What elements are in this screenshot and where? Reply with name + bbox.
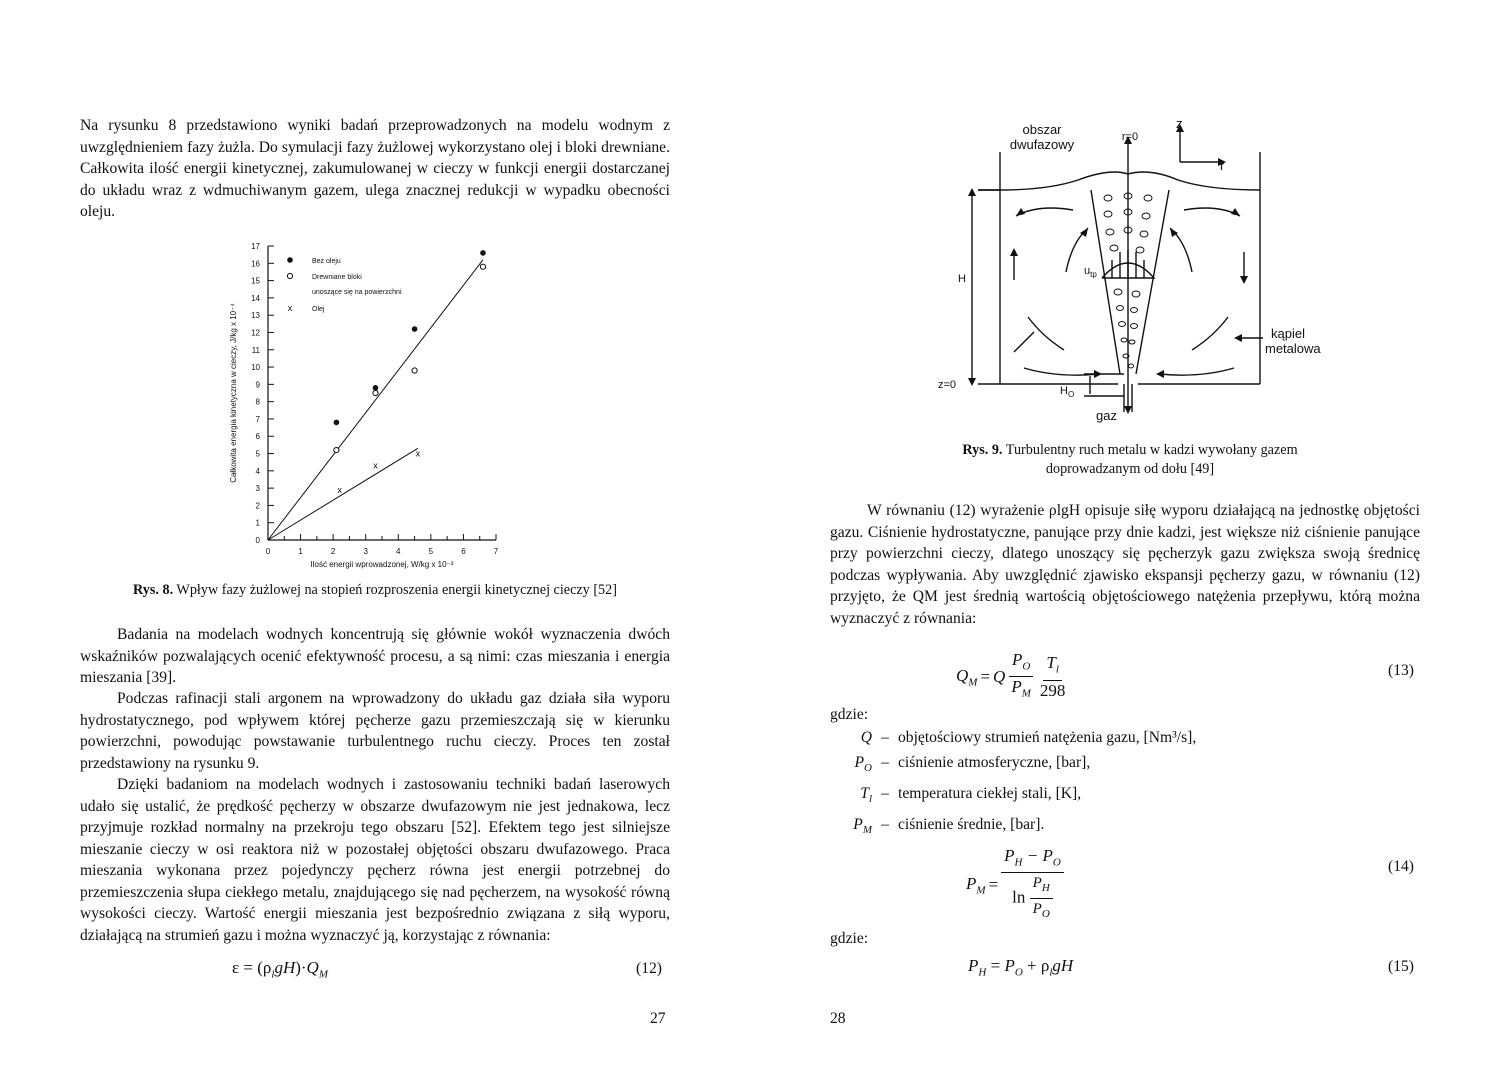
data-point-wood-blocks bbox=[480, 264, 485, 269]
equation-15-number: (15) bbox=[1388, 958, 1414, 975]
y-tick-label: 3 bbox=[255, 484, 260, 494]
label-utp: $u_{tp}$ bbox=[1084, 265, 1097, 279]
y-tick-label: 5 bbox=[255, 449, 260, 459]
data-point-no-oil bbox=[334, 420, 340, 426]
x-tick-label: 5 bbox=[428, 547, 434, 556]
label-gas: gaz bbox=[1096, 408, 1117, 423]
y-tick-label: 1 bbox=[255, 518, 260, 528]
fig8-label: Rys. 8. bbox=[133, 582, 174, 598]
label-z0: z=0 bbox=[938, 379, 957, 391]
glossary-row bbox=[836, 812, 1196, 843]
paragraph-3: Dzięki badaniom na modelach wodnych i zastosowaniu techniki badań laserowych udało się ustalić, że prędkość pęcherzy w obszarze dwufazowym nie jest jednakowa, lecz przyjmuje rozkład normalny na przekroju tego obszaru [52]. Efektem tego jest silniejsze mieszanie cieczy w osi reaktora niż w pozostałej objętości obszaru dwufazowego. Praca mieszania wykonana przez pojedynczy pęcherz równa jest energii potrzebnej do przemieszczenia słupa ciekłego metalu, znajdującego się nad pęcherzem, na wysokość równą wysokości cieczy. Wartość energii mieszania jest bezpośrednio związana z siłą wyporu, działającą na strumień gazu i można wyznaczyć ją, korzystając z równania: bbox=[80, 776, 670, 944]
data-point-wood-blocks bbox=[373, 390, 378, 395]
label-H0: $H_O$ bbox=[1060, 385, 1075, 399]
legend-marker-oil: x bbox=[287, 303, 293, 313]
x-axis-label: Ilość energii wprowadzonej, W/kg x 10⁻³ bbox=[310, 560, 454, 569]
y-tick-label: 13 bbox=[251, 311, 260, 321]
glossary-row bbox=[836, 781, 1196, 812]
y-tick-label: 14 bbox=[251, 293, 260, 303]
glossary-dash: – bbox=[881, 754, 889, 771]
x-tick-label: 1 bbox=[298, 547, 303, 556]
y-tick-label: 12 bbox=[251, 328, 260, 338]
glossary-row bbox=[836, 725, 1196, 750]
y-tick-label: 2 bbox=[255, 501, 260, 511]
glossary-row bbox=[836, 750, 1196, 781]
y-tick-label: 8 bbox=[255, 397, 260, 407]
x-tick-label: 7 bbox=[493, 547, 499, 556]
glossary-symbol: $P_O$ bbox=[854, 754, 872, 775]
legend-entry: Olej bbox=[312, 306, 325, 313]
label-z: z bbox=[1176, 116, 1183, 131]
page-number-right: 28 bbox=[830, 1010, 846, 1027]
data-point-no-oil bbox=[373, 385, 379, 391]
label-two-phase-2: dwufazowy bbox=[1009, 137, 1075, 152]
equation-12: $\varepsilon = (\rho_lgH)\cdot Q_M$ bbox=[232, 958, 328, 981]
label-bath-2: metalowa bbox=[1265, 341, 1321, 356]
y-axis-label: Całkowita energia kinetyczna w cieczy, J/kg x 10⁻⁴ bbox=[229, 303, 238, 483]
glossary-description: ciśnienie średnie, [bar]. bbox=[898, 816, 1045, 834]
equation-13-number: (13) bbox=[1388, 662, 1414, 679]
equation-14-number: (14) bbox=[1388, 858, 1414, 875]
fit-line bbox=[268, 448, 418, 540]
label-r: r bbox=[1220, 158, 1225, 173]
data-point-wood-blocks bbox=[412, 368, 417, 373]
equation-15: $P_H = P_O + \rho_lgH$ bbox=[968, 956, 1074, 979]
free-surface bbox=[978, 172, 1260, 190]
intro-paragraph: Na rysunku 8 przedstawiono wyniki badań przeprowadzonych na modelu wodnym z uwzględnieniem fazy żużla. Do symulacji fazy żużlowej wykorzystano olej i bloki drewniane. Całkowita ilość energii kinetycznej, zakumulowanej w cieczy w funkcji energii dostarczanej do układu wraz z wdmuchiwanym gazem, ulega znacznej redukcji w wypadku obecności oleju. bbox=[80, 117, 670, 220]
y-tick-label: 17 bbox=[251, 242, 260, 251]
legend-entry: Bez oleju bbox=[312, 258, 341, 265]
y-tick-label: 10 bbox=[251, 363, 260, 373]
paragraph-2: Podczas rafinacji stali argonem na wprowadzony do układu gaz działa siła wyporu hydrostatycznego, pod wpływem której pęcherze gazu przemieszczają się w kierunku powierzchni, powodując powstawanie turbulentnego ruchu cieczy. Proces ten został przedstawiony na rysunku 9. bbox=[80, 690, 670, 772]
glossary-dash: – bbox=[881, 816, 889, 834]
legend-entry: unoszące się na powierzchni bbox=[312, 289, 402, 296]
equation-14: $P_M$ = $P_H - P_O$ ln $\frac{P_H}{P_O}$ bbox=[966, 846, 1064, 924]
glossary-dash: – bbox=[881, 729, 889, 746]
x-tick-label: 0 bbox=[265, 547, 271, 556]
y-tick-label: 15 bbox=[251, 276, 260, 286]
label-two-phase-1: obszar bbox=[1022, 122, 1062, 137]
label-bath-1: kąpiel bbox=[1271, 326, 1305, 341]
fig8-text: Wpływ fazy żużlowej na stopień rozproszenia energii kinetycznej cieczy [52] bbox=[176, 582, 617, 598]
x-tick-label: 4 bbox=[396, 547, 401, 556]
glossary-symbol: Q bbox=[860, 729, 872, 746]
equation-12-number: (12) bbox=[636, 960, 662, 977]
ladle-diagram bbox=[938, 112, 1328, 434]
where-label-1: gdzie: bbox=[830, 706, 869, 723]
fig8-caption bbox=[80, 581, 670, 600]
right-paragraph-1: W równaniu (12) wyrażenie ρlgH opisuje siłę wyporu działającą na jednostkę objętości gazu. Ciśnienie hydrostatyczne, panujące przy dnie kadzi, jest większe niż ciśnienie panujące przy powierzchni cieczy, dlatego unoszący się pęcherzyk gazu zwiększa swoją średnicę podczas wypływania. Aby uwzględnić zjawisko ekspansji pęcherzy gazu, w równaniu (12) przyjęto, że QM jest średnią wartością objętościowego natężenia przepływu, którą można wyznaczyć z równania: bbox=[830, 502, 1420, 627]
data-point-no-oil bbox=[412, 326, 418, 332]
y-tick-label: 4 bbox=[255, 466, 260, 476]
glossary-symbol: $P_M$ bbox=[853, 816, 872, 837]
x-tick-label: 2 bbox=[330, 547, 336, 556]
where-label-2: gdzie: bbox=[830, 930, 869, 947]
glossary-description: ciśnienie atmosferyczne, [bar], bbox=[898, 754, 1091, 771]
glossary-description: objętościowy strumień natężenia gazu, [Nm³/s], bbox=[898, 729, 1197, 746]
glossary-dash: – bbox=[881, 785, 889, 803]
y-tick-label: 9 bbox=[255, 380, 260, 390]
energy-chart bbox=[222, 238, 522, 576]
fig9-label: Rys. 9. bbox=[962, 442, 1003, 458]
plume-right-edge bbox=[1136, 190, 1169, 374]
equation-13: $Q_M$ = Q $\frac{P_O}{P_M}$ $\frac{T_l}{298}$ bbox=[956, 650, 1066, 700]
label-r0: r=0 bbox=[1121, 131, 1139, 143]
legend-marker-no-oil bbox=[287, 257, 293, 263]
data-point-no-oil bbox=[480, 250, 486, 256]
page-number-left: 27 bbox=[650, 1010, 666, 1027]
y-tick-label: 0 bbox=[255, 536, 260, 545]
data-point-oil: x bbox=[415, 448, 421, 459]
paragraph-1: Badania na modelach wodnych koncentrują się głównie wokół wyznaczenia dwóch wskaźników pozwalających ocenić efektywność procesu, a są nimi: czas mieszania i energia mieszania [39]. bbox=[80, 626, 670, 686]
fig9-caption bbox=[940, 441, 1320, 479]
data-point-oil: x bbox=[337, 484, 342, 495]
legend-entry: Drewniane bloki bbox=[312, 274, 362, 281]
data-point-oil: x bbox=[373, 460, 378, 471]
x-tick-label: 3 bbox=[363, 547, 368, 556]
fit-line bbox=[268, 260, 483, 540]
glossary-description: temperatura ciekłej stali, [K], bbox=[898, 785, 1082, 803]
y-tick-label: 6 bbox=[255, 432, 260, 442]
label-H: H bbox=[958, 273, 966, 285]
y-tick-label: 16 bbox=[251, 259, 260, 269]
glossary-symbol: $T_l$ bbox=[860, 785, 872, 806]
y-tick-label: 11 bbox=[251, 345, 260, 355]
symbol-glossary bbox=[836, 725, 1196, 843]
data-point-wood-blocks bbox=[334, 447, 339, 452]
fig9-text: Turbulentny ruch metalu w kadzi wywołany gazem doprowadzanym od dołu [49] bbox=[1005, 442, 1298, 477]
x-tick-label: 6 bbox=[461, 547, 466, 556]
legend-marker-wood bbox=[287, 273, 292, 278]
plume-left-edge bbox=[1091, 190, 1120, 374]
y-tick-label: 7 bbox=[255, 414, 260, 424]
